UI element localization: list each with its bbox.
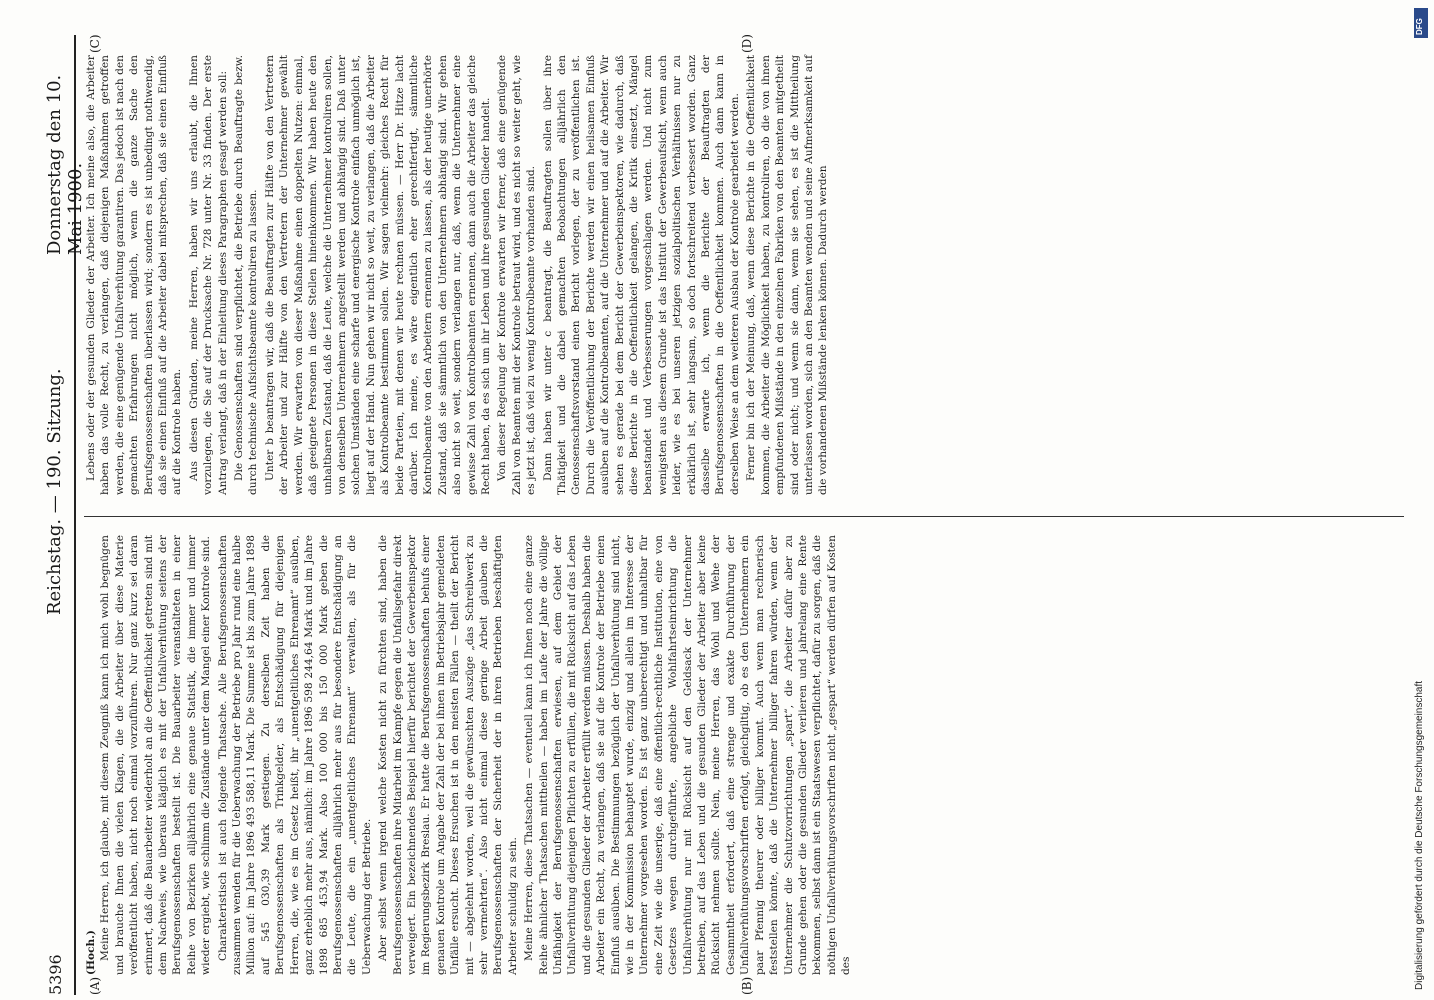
rotated-document-page bbox=[40, 35, 1412, 995]
speaker-label: (Hoch.) bbox=[85, 930, 97, 975]
paragraph: Dann haben wir unter c beantragt, die Beauftragten sollen über ihre Thätigkeit und die dabei gemachten Beobachtungen alljährlich den Genossenschaftsvorstand einen Bericht vorlegen, der zu veröffentlichen ist. Durch die Veröffentlichung der Berichte werden wir einen heilsamen Einfluß ausüben auf die Kontrolbeamten, auf die Unternehmer und auf die Arbeiter. Wir sehen es gerade bei dem Bericht der Gewerbeinspektoren, wie dadurch, daß diese Berichte in die Oeffentlichkeit gelangen, die Kritik einsetzt, Mängel beanstandet und Verbesserungen vorgeschlagen werden. Und nicht zum wenigsten aus diesem Grunde ist das Institut der Gewerbeaufsicht, wenn auch leider, wie es bei unseren jetzigen sozialpolitischen Verhältnissen nur zu erklärlich ist, sehr langsam, so doch fortschreitend verbessert worden. Ganz dasselbe erwarte ich, wenn die Berichte der Beauftragten der Berufsgenossenschaften in die Oeffentlichkeit kommen. Auch dann kann in derselben Weise an dem weiteren Ausbau der Kontrole gearbeitet werden. bbox=[541, 55, 741, 495]
page-number: 5396 bbox=[46, 954, 65, 995]
paragraph: Charakteristisch ist auch folgende Thatsache. Alle Berufsgenossenschaften zusammen wenden für die Ueberwachung der Betriebe pro Jahr rund eine halbe Million auf: im Jahre 1896 493 588,11 Mark. Die Summe ist bis zum Jahre 1898 auf 545 030,39 Mark gestiegen. Zu derselben Zeit haben die Berufsgenossenschaften als Trinkgelder, als Entschädigung für diejenigen Herren, die, wie es im Gesetz heißt, ihr „unentgeltliches Ehrenamt“ ausüben, ganz erheblich mehr aus, nämlich: im Jahre 1896 598 244,64 Mark und im Jahre 1898 685 453,94 Mark. Also 100 000 bis 150 000 Mark geben die Berufsgenossenschaften alljährlich mehr aus für besondere Entschädigung an die Leute, die ein „unentgeltliches Ehrenamt“ verwalten, als für die Ueberwachung der Betriebe. bbox=[216, 535, 373, 975]
paragraph: Von dieser Regelung der Kontrole erwarten wir ferner, daß eine genügende Zahl von Beamten mit der Kontrole betraut wird, und es nicht so weiter geht, wie es jetzt ist, daß viel zu wenig Kontrolbeamte vorhanden sind. bbox=[496, 55, 538, 495]
page-title: Reichstag. — 190. Sitzung. bbox=[44, 368, 65, 615]
right-text-column bbox=[84, 55, 833, 495]
quoted-motion: Die Genossenschaften sind verpflichtet, die Betriebe durch Beauftragte bezw. durch technische Aufsichtsbeamte kontroliren zu lassen. bbox=[233, 55, 260, 495]
margin-marker-b: (B) bbox=[740, 976, 754, 995]
margin-marker-d: (D) bbox=[740, 34, 754, 53]
page-header bbox=[40, 35, 86, 995]
digitization-credit bbox=[1414, 10, 1428, 990]
paragraph: Ferner bin ich der Meinung, daß, wenn diese Berichte in die Oeffentlichkeit kommen, die Arbeiter die Möglichkeit haben, zu kontroliren, ob die von ihnen empfundenen Mißstände in den einzelnen Fabriken von den Beamten mitgetheilt sind oder nicht; und wenn sie dann, wenn sie sehen, es ist die Mittheilung unterlassen worden, sich an den Beamten wenden und seine Aufmerksamkeit auf die vorhandenen Mißstände lenken können. Dadurch werden bbox=[745, 55, 830, 495]
paragraph: Aus diesen Gründen, meine Herren, haben wir uns erlaubt, die Ihnen vorzulegen, die Sie auf der Drucksache Nr. 728 unter Nr. 33 finden. Der erste Antrag verlangt, daß in der Einleitung dieses Paragraphen gesagt werden soll: bbox=[187, 55, 229, 495]
margin-marker-a: (A) bbox=[88, 976, 102, 995]
session-date: Donnerstag den 10. Mai 1900. bbox=[44, 74, 86, 255]
paragraph: Meine Herren, diese Thatsachen — eventuell kann ich Ihnen noch eine ganze Reihe ähnlicher Thatsachen mittheilen — haben im Laufe der Jahre die völlige Unfähigkeit der Berufsgenossenschaften erwiesen, auf dem Gebiet der Unfallverhütung diejenigen Pflichten zu erfüllen, die mit Rücksicht auf das Leben und die gesunden Glieder der Arbeiter erfüllt werden müssen. Deshalb haben die Arbeiter ein Recht, zu verlangen, daß sie auf die Kontrole der Betriebe einen Einfluß ausüben. Die Bestimmungen bezüglich der Unfallverhütung sind nicht, wie in der Kommission behauptet wurde, einzig und allein im Interesse der Unternehmer vorgesehen worden. Es ist ganz unberechtigt und unhaltbar für eine Zeit wie die unserige, daß eine öffentlich-rechtliche Institution, eine von Gesetzes wegen durchgeführte, angebliche Wohlfahrtseinrichtung die Unfallverhütung nur mit Rücksicht auf den Geldsack der Unternehmer betreiben, auf das Leben und die gesunden Glieder der Arbeiter aber keine Rücksicht nehmen sollte. Nein, meine Herren, das Wohl und Wehe der Gesammtheit erfordert, daß eine strenge und exakte Durchführung der Unfallverhütungsvorschriften erfolgt, gleichgiltig, ob es den Unternehmern ein paar Pfennig theurer oder billiger kommt. Auch wenn man rechnerisch feststellen könnte, daß die Unternehmer billiger fahren würden, wenn der Unternehmer die Schutzvorrichtungen „spart“, die Arbeiter dafür aber zu Grunde gehen oder die gesunden Glieder verlieren und jahrelang eine Rente bekommen, selbst dann ist ein Staatswesen verpflichtet, dafür zu sorgen, daß die nöthigen Unfallverhütungsvorschriften nicht „gespart“ werden dürfen auf Kosten des bbox=[523, 535, 853, 975]
left-text-column bbox=[84, 535, 856, 975]
margin-marker-c: (C) bbox=[88, 34, 102, 53]
credit-text: Digitalisierung gefördert durch die Deutsche Forschungsgemeinschaft bbox=[1414, 680, 1425, 990]
dfg-logo: DFG bbox=[1414, 8, 1428, 38]
column-divider bbox=[84, 516, 1404, 517]
paragraph: Lebens oder der gesunden Glieder der Arbeiter. Ich meine also, die Arbeiter haben das volle Recht, zu verlangen, daß diejenigen Maßnahmen getroffen werden, die eine genügende Unfallverhütung garantiren. Das jedoch ist nach den gemachten Erfahrungen nicht möglich, wenn die ganze Sache den Berufsgenossenschaften überlassen wird; sondern es ist unbedingt nothwendig, daß sie einen Einfluß auf die Arbeiter dabei mitsprechen, daß sie einen Einfluß auf die Kontrole haben. bbox=[85, 55, 184, 495]
paragraph: Unter b beantragen wir, daß die Beauftragten zur Hälfte von den Vertretern der Arbeiter und zur Hälfte von den Vertretern der Unternehmer gewählt werden. Wir erwarten von dieser Maßnahme einen doppelten Nutzen: einmal, daß geeignete Personen in diese Stellen hineinkommen. Wir haben heute den unhaltbaren Zustand, daß die Leute, welche die Unternehmer kontroliren sollen, von denselben Unternehmern angestellt werden und abhängig sind. Daß unter solchen Umständen eine scharfe und energische Kontrole einfach unmöglich ist, liegt auf der Hand. Nun gehen wir nicht so weit, zu verlangen, daß die Arbeiter als Kontrolbeamte bestimmen sollen. Wir sagen vielmehr: gleiches Recht für beide Parteien, mit denen wir heute rechnen müssen. — Herr Dr. Hitze lacht darüber. Ich meine, es wäre eigentlich eher gerechtfertigt, sämmtliche Kontrolbeamte von den Arbeitern ernennen zu lassen, als der heutige unerhörte Zustand, daß sie sämmtlich von den Unternehmern abhängig sind. Wir gehen also nicht so weit, sondern verlangen nur, daß, wenn die Unternehmer eine gewisse Zahl von Kontrolbeamten ernennen, dann auch die Arbeiter das gleiche Recht haben, da es sich um ihr Leben und ihre gesunden Glieder handelt. bbox=[263, 55, 492, 495]
paragraph: Meine Herren, ich glaube, mit diesem Zeugniß kann ich mich wohl begnügen und brauche Ihnen die vielen Klagen, die die Arbeiter über diese Materie veröffentlicht haben, nicht noch einmal vorzuführen. Nur ganz kurz sei daran erinnert, daß die Bauarbeiter wiederholt an die Oeffentlichkeit getreten sind mit dem Nachweis, wie überaus kläglich es mit der Unfallverhütung seitens der Berufsgenossenschaften bestellt ist. Die Bauarbeiter veranstalteten in einer Reihe von Bezirken alljährlich eine genaue Statistik, die immer und immer wieder ergiebt, wie schlimm die Zustände unter dem Mangel einer Kontrole sind. bbox=[99, 535, 213, 975]
paragraph: Aber selbst wenn irgend welche Kosten nicht zu fürchten sind, haben die Berufsgenossenschaften ihre Mitarbeit im Kampfe gegen die Unfallsgefahr direkt verweigert. Ein bezeichnendes Beispiel hierfür berichtet der Gewerbeinspektor im Regierungsbezirk Breslau. Er hatte die Berufsgenossenschaften behufs einer genauen Kontrole um Angabe der Zahl der bei ihnen im Betriebsjahr gemeldeten Unfälle ersucht. Dieses Ersuchen ist in den meisten Fällen — theilt der Bericht mit — abgelehnt worden, weil die gewünschten Auszüge „das Schreibwerk zu sehr vermehrten“. Also nicht einmal diese geringe Arbeit glauben die Berufsgenossenschaften der Sicherheit der in ihren Betrieben beschäftigten Arbeiter schuldig zu sein. bbox=[377, 535, 519, 975]
